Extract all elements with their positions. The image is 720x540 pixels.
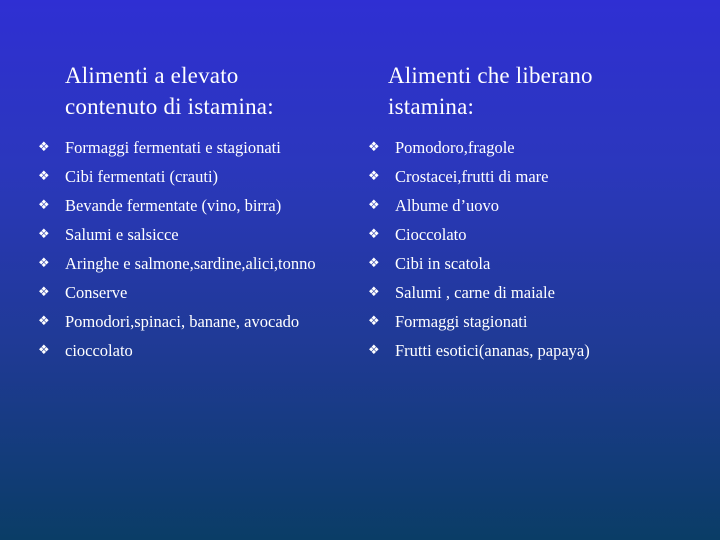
bullet-icon: ❖ bbox=[38, 140, 50, 155]
list-item: ❖ Cioccolato bbox=[368, 223, 698, 247]
bullet-icon: ❖ bbox=[368, 227, 380, 242]
list-item: ❖ Bevande fermentate (vino, birra) bbox=[38, 194, 338, 218]
bullet-icon: ❖ bbox=[368, 140, 380, 155]
list-item: ❖ Formaggi stagionati bbox=[368, 310, 698, 334]
list-item: ❖ Frutti esotici(ananas, papaya) bbox=[368, 339, 698, 363]
list-item: ❖ Salumi , carne di maiale bbox=[368, 281, 698, 305]
left-list bbox=[38, 136, 338, 363]
bullet-icon: ❖ bbox=[38, 256, 50, 271]
list-item: ❖ Salumi e salsicce bbox=[38, 223, 338, 247]
bullet-icon: ❖ bbox=[368, 343, 380, 358]
list-item: ❖ Cibi fermentati (crauti) bbox=[38, 165, 338, 189]
left-heading: Alimenti a elevato contenuto di istamina: bbox=[65, 63, 274, 119]
list-item: ❖ Formaggi fermentati e stagionati bbox=[38, 136, 338, 160]
bullet-icon: ❖ bbox=[38, 285, 50, 300]
bullet-icon: ❖ bbox=[368, 314, 380, 329]
bullet-icon: ❖ bbox=[38, 343, 50, 358]
list-item: ❖ Conserve bbox=[38, 281, 338, 305]
list-item: ❖ Crostacei,frutti di mare bbox=[368, 165, 698, 189]
bullet-icon: ❖ bbox=[368, 198, 380, 213]
bullet-icon: ❖ bbox=[368, 169, 380, 184]
list-item: ❖ Cibi in scatola bbox=[368, 252, 698, 276]
list-item: ❖ Aringhe e salmone,sardine,alici,tonno bbox=[38, 252, 338, 276]
right-list bbox=[368, 136, 698, 363]
bullet-icon: ❖ bbox=[368, 285, 380, 300]
bullet-icon: ❖ bbox=[38, 227, 50, 242]
list-item: ❖ Pomodori,spinaci, banane, avocado bbox=[38, 310, 338, 334]
right-heading: Alimenti che liberano istamina: bbox=[388, 63, 593, 119]
left-column bbox=[38, 60, 338, 368]
bullet-icon: ❖ bbox=[38, 169, 50, 184]
list-item: ❖ cioccolato bbox=[38, 339, 338, 363]
list-item: ❖ Pomodoro,fragole bbox=[368, 136, 698, 160]
bullet-icon: ❖ bbox=[38, 314, 50, 329]
right-column bbox=[368, 60, 698, 368]
list-item: ❖ Albume d’uovo bbox=[368, 194, 698, 218]
bullet-icon: ❖ bbox=[38, 198, 50, 213]
bullet-icon: ❖ bbox=[368, 256, 380, 271]
